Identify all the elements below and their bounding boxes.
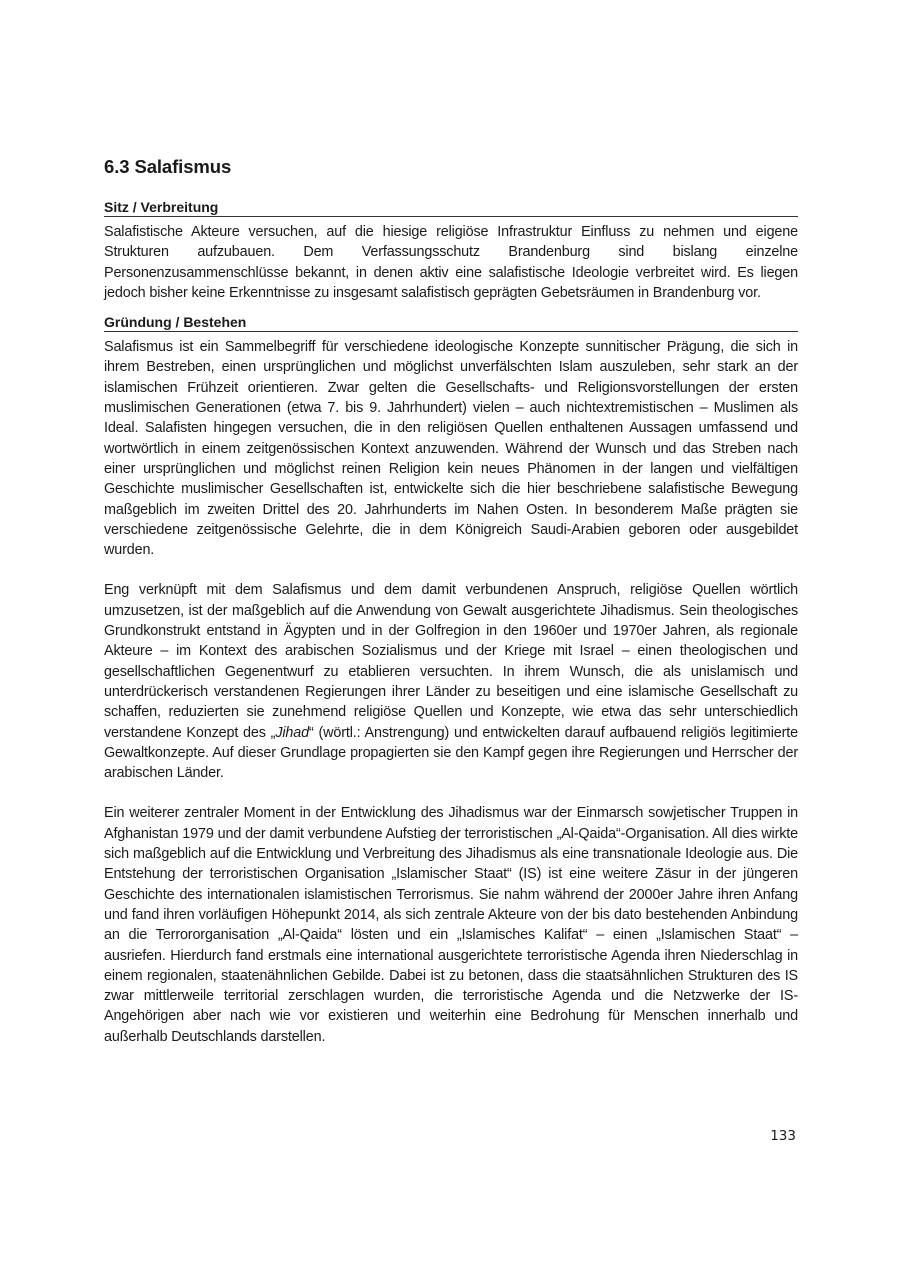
subsection-heading-gruendung: Gründung / Bestehen — [104, 314, 798, 332]
jihad-text-before: Eng verknüpft mit dem Salafismus und dem damit verbundenen Anspruch, religiöse Quellen wörtlich umzusetzen, ist der maßgeblich auf die Anwendung von Gewalt ausgerichtete Jihadismus. Sein theologisches Grundkonstrukt entstand in Ägypten und in der Golfregion in den 1960er und 1970er Jahren, als regionale Akteure – im Kontext des arabischen Sozialismus und der Kriege mit Israel – einen theologischen und gesellschaftlichen Gegenentwurf zu etablieren versuchten. In ihrem Wunsch, die als unislamisch und unterdrückerisch verstandenen Regierungen ihrer Länder zu beseitigen und eine islamische Gesellschaft zu schaffen, reduzierten sie zunehmend religiöse Quellen und Konzepte, wie etwa das sehr unterschiedlich verstandene Konzept des „ — [104, 582, 798, 741]
page-number: 133 — [770, 1128, 796, 1144]
paragraph-jihadismus — [104, 580, 798, 783]
paragraph-salafismus-definition: Salafismus ist ein Sammelbegriff für verschiedene ideologische Konzepte sunnitischer Prägung, die sich in ihrem Bestreben, einen ursprünglichen und möglichst unverfälschten Islam auszuleben, sehr stark an der islamischen Frühzeit orientieren. Zwar gelten die Gesellschafts- und Religionsvorstellungen der ersten muslimischen Generationen (etwa 7. bis 9. Jahrhundert) vielen – auch nichtextremistischen – Muslimen als Ideal. Salafisten hingegen versuchen, die in den religiösen Quellen enthaltenen Aussagen umfassend und wortwörtlich in einem zeitgenössischen Kontext anzuwenden. Während der Wunsch und das Streben nach einer ursprünglichen und möglichst reinen Religion kein neues Phänomen in der langen und vielfältigen Geschichte muslimischer Gesellschaften ist, entwickelte sich die hier beschriebene salafistische Bewegung maßgeblich im zweiten Drittel des 20. Jahrhunderts im Nahen Osten. In besonderem Maße prägten sie verschiedene zeitgenössische Gelehrte, die in dem Königreich Saudi-Arabien geboren oder ausgebildet wurden. — [104, 339, 798, 559]
jihad-text-after: “ (wörtl.: Anstrengung) und entwickelten darauf aufbauend religiös legitimierte Gewaltkonzepte. Auf dieser Grundlage propagierten sie den Kampf gegen ihre Regierungen und Herrscher der arabischen Länder. — [104, 724, 799, 782]
page-content — [104, 156, 798, 1047]
section-title: 6.3 Salafismus — [104, 156, 232, 177]
paragraph-al-qaida-is: Ein weiterer zentraler Moment in der Entwicklung des Jihadismus war der Einmarsch sowjetischer Truppen in Afghanistan 1979 und der damit verbundene Aufstieg der terroristischen „Al-Qaida“-Organisation. All dies wirkte sich maßgeblich auf die Entwicklung und Verbreitung des Jihadismus als eine transnationale Ideologie aus. Die Entstehung der terroristischen Organisation „Islamischer Staat“ (IS) ist eine weitere Zäsur in der jüngeren Geschichte des internationalen islamistischen Terrorismus. Sie nahm während der 2000er Jahre ihren Anfang und fand ihren vorläufigen Höhepunkt 2014, als sich zentrale Akteure von der bis dato bestehenden Anbindung an die Terrororganisation „Al-Qaida“ lösten und ein „Islamisches Kalifat“ – einen „Islamischen Staat“ – ausriefen. Hierdurch fand erstmals eine international ausgerichtete terroristische Agenda ihren Niederschlag in einem regionalen, staatenähnlichen Gebilde. Dabei ist zu betonen, dass die staatsähnlichen Strukturen des IS zwar mittlerweile territorial zerschlagen wurden, die terroristische Agenda und die Netzwerke der IS-Angehörigen aber nach wie vor existieren und weiterhin eine Bedrohung für Menschen innerhalb und außerhalb Deutschlands darstellen. — [104, 805, 798, 1045]
subsection-heading-sitz: Sitz / Verbreitung — [104, 199, 798, 217]
jihad-term: Jihad — [275, 724, 309, 741]
paragraph-sitz: Salafistische Akteure versuchen, auf die hiesige religiöse Infrastruktur Einfluss zu nehmen und eigene Strukturen aufzubauen. Dem Verfassungsschutz Brandenburg sind bislang einzelne Personenzusammenschlüsse bekannt, in denen aktiv eine salafistische Ideologie verbreitet wird. Es liegen jedoch bisher keine Erkenntnisse zu insgesamt salafistisch geprägten Gebetsräumen in Brandenburg vor. — [104, 224, 798, 301]
